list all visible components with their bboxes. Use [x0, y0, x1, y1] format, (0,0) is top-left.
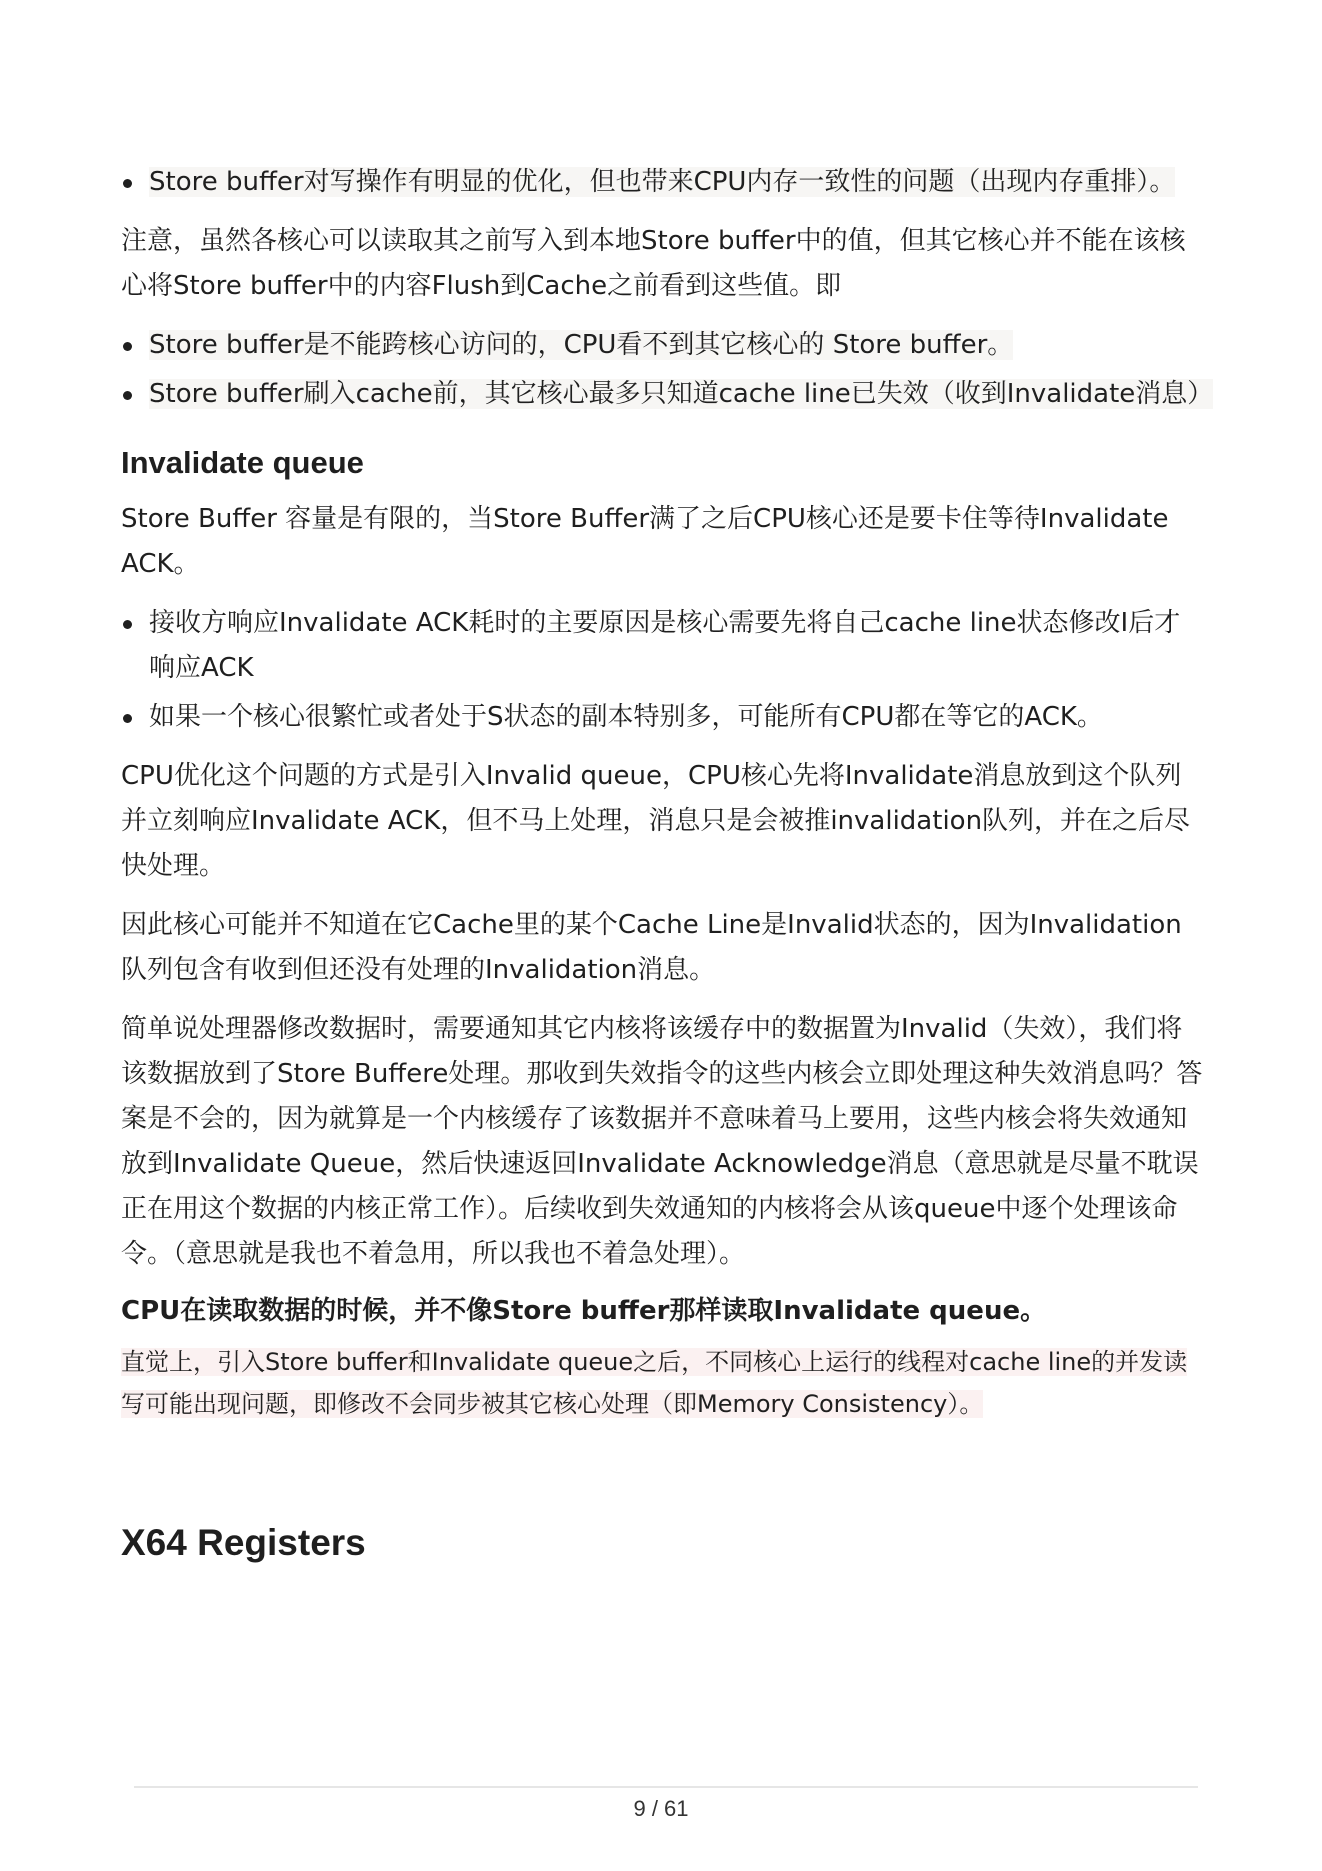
- bullet-list-ack: [121, 601, 1206, 740]
- paragraph-therefore: 因此核心可能并不知道在它Cache里的某个Cache Line是Invalid状态的，因为Invalidation队列包含有收到但还没有处理的Invalidation消息。: [121, 910, 1182, 985]
- footer-divider: [134, 1786, 1198, 1788]
- list-item-text: 接收方响应Invalidate ACK耗时的主要原因是核心需要先将自己cache line状态修改I后才响应ACK: [149, 608, 1181, 683]
- list-item-text: 如果一个核心很繁忙或者处于S状态的副本特别多，可能所有CPU都在等它的ACK。: [149, 702, 1103, 732]
- section-heading-invalidate-queue: Invalidate queue: [121, 445, 364, 480]
- list-item: [121, 372, 1214, 417]
- page-number: 9 / 61: [633, 1796, 689, 1821]
- document-body: [121, 160, 1214, 1565]
- paragraph-cpu-optimization: CPU优化这个问题的方式是引入Invalid queue，CPU核心先将Invalidate消息放到这个队列并立刻响应Invalidate ACK，但不马上处理，消息只是会被推invalidation队列，并在之后尽快处理。: [121, 761, 1191, 881]
- list-item: [121, 601, 1206, 691]
- paragraph-notice: 注意，虽然各核心可以读取其之前写入到本地Store buffer中的值，但其它核心并不能在该核心将Store buffer中的内容Flush到Cache之前看到这些值。即: [121, 226, 1186, 301]
- list-item-text: Store buffer是不能跨核心访问的，CPU看不到其它核心的 Store buffer。: [149, 330, 1014, 360]
- bullet-list-store: [121, 323, 1214, 417]
- note-intuition: [121, 1341, 1206, 1425]
- paragraph-simple-explanation: 简单说处理器修改数据时，需要通知其它内核将该缓存中的数据置为Invalid（失效），我们将该数据放到了Store Buffere处理。那收到失效指令的这些内核会立即处理这种失效消息吗？答案是不会的，因为就算是一个内核缓存了该数据并不意味着马上要用，这些内核会将失效通知放到Invalidate Queue，然后快速返回Invalidate Acknowledge消息（意思就是尽量不耽误正在用这个数据的内核正常工作）。后续收到失效通知的内核将会从该queue中逐个处理该命令。（意思就是我也不着急用，所以我也不着急处理）。: [121, 1014, 1203, 1269]
- list-item: [121, 695, 1206, 740]
- bullet-list-top: [121, 160, 1206, 205]
- list-item: [121, 323, 1206, 368]
- section-heading-x64-registers: X64 Registers: [121, 1522, 366, 1563]
- paragraph-capacity: Store Buffer 容量是有限的，当Store Buffer满了之后CPU核心还是要卡住等待Invalidate ACK。: [121, 504, 1169, 579]
- list-item: [121, 160, 1206, 205]
- bold-statement: CPU在读取数据的时候，并不像Store buffer那样读取Invalidate queue。: [121, 1296, 1047, 1326]
- list-item-text: Store buffer对写操作有明显的优化，但也带来CPU内存一致性的问题（出现内存重排）。: [149, 167, 1176, 197]
- note-intuition-text: 直觉上，引入Store buffer和Invalidate queue之后，不同核心上运行的线程对cache line的并发读写可能出现问题，即修改不会同步被其它核心处理（即Memory Consistency）。: [121, 1348, 1188, 1418]
- list-item-text: Store buffer刷入cache前，其它核心最多只知道cache line已失效（收到Invalidate消息）: [149, 379, 1214, 409]
